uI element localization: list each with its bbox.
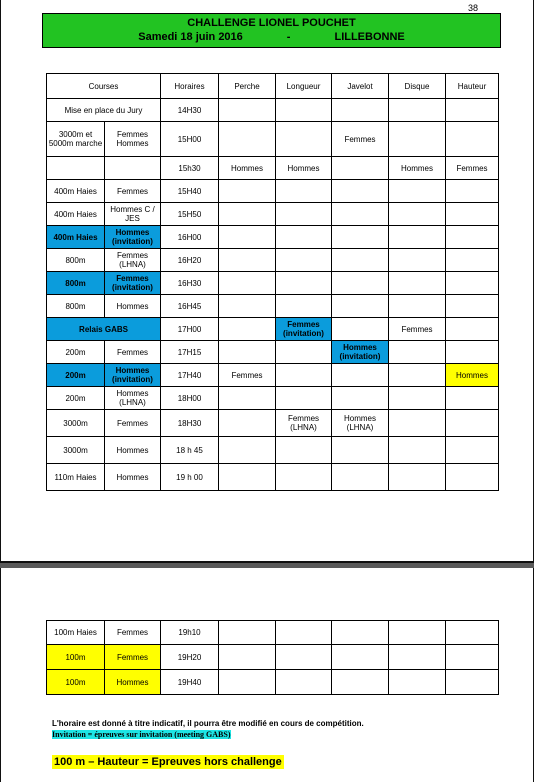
table-cell-longueur: Femmes (LHNA) (275, 410, 331, 437)
table-cell-time: 14H30 (160, 99, 218, 122)
table-cell-course: 3000m (46, 437, 104, 464)
table-cell-time: 19 h 00 (160, 464, 218, 491)
col-header-javelot: Javelot (331, 73, 388, 99)
table-cell-category: Femmes (104, 341, 160, 364)
table-cell-disque (388, 464, 445, 491)
table-cell-javelot (331, 645, 388, 670)
table-cell-category: Femmes (104, 180, 160, 203)
table-cell-perche (218, 203, 275, 226)
table-cell-perche (218, 410, 275, 437)
table-cell-disque (388, 226, 445, 249)
table-cell-hauteur (445, 464, 499, 491)
table-cell-course: 3000m (46, 410, 104, 437)
table-cell-longueur (275, 249, 331, 272)
table-cell-course: 400m Haies (46, 226, 104, 249)
table-cell-disque (388, 364, 445, 387)
table-cell-hauteur (445, 272, 499, 295)
table-cell-javelot (331, 272, 388, 295)
table-cell-longueur (275, 122, 331, 157)
table-cell-time: 15H40 (160, 180, 218, 203)
disclaimer-note: L'horaire est donné à titre indicatif, il pourra être modifié en cours de compétition. (52, 719, 364, 728)
table-cell-javelot: Hommes (invitation) (331, 341, 388, 364)
table-cell-course: 800m (46, 249, 104, 272)
table-cell-disque: Hommes (388, 157, 445, 180)
table-cell-longueur (275, 272, 331, 295)
table-cell-hauteur (445, 437, 499, 464)
table-cell-perche (218, 249, 275, 272)
table-cell-disque (388, 620, 445, 645)
table-cell-category: Femmes (104, 620, 160, 645)
table-cell-course: Mise en place du Jury (46, 99, 160, 122)
table-cell-disque (388, 341, 445, 364)
col-header-perche: Perche (218, 73, 275, 99)
table-cell-javelot (331, 387, 388, 410)
table-cell-perche (218, 318, 275, 341)
table-cell-course: 100m (46, 670, 104, 695)
table-cell-time: 15H50 (160, 203, 218, 226)
table-cell-perche: Femmes (218, 364, 275, 387)
table-cell-category: Hommes (104, 295, 160, 318)
table-cell-category: Femmes (104, 645, 160, 670)
table-cell-longueur (275, 203, 331, 226)
table-cell-longueur (275, 364, 331, 387)
table-cell-perche (218, 341, 275, 364)
table-cell-course: 3000m et 5000m marche (46, 122, 104, 157)
table-cell-category: Hommes (LHNA) (104, 387, 160, 410)
table-cell-course: 800m (46, 272, 104, 295)
table-cell-disque (388, 180, 445, 203)
table-cell-perche (218, 437, 275, 464)
table-cell-disque (388, 272, 445, 295)
table-cell-longueur (275, 620, 331, 645)
table-cell-category: Hommes C / JES (104, 203, 160, 226)
table-cell-category: Femmes (LHNA) (104, 249, 160, 272)
table-cell-disque (388, 295, 445, 318)
table-cell-time: 19h10 (160, 620, 218, 645)
table-cell-time: 16H30 (160, 272, 218, 295)
table-cell-longueur (275, 341, 331, 364)
table-cell-disque (388, 122, 445, 157)
table-cell-javelot (331, 670, 388, 695)
table-cell-javelot (331, 203, 388, 226)
table-cell-perche (218, 226, 275, 249)
table-cell-course: 100m (46, 645, 104, 670)
table-cell-longueur (275, 645, 331, 670)
table-cell-hauteur (445, 180, 499, 203)
table-cell-disque (388, 99, 445, 122)
table-cell-time: 19H20 (160, 645, 218, 670)
page-title: CHALLENGE LIONEL POUCHET (187, 17, 356, 29)
table-cell-time: 15H00 (160, 122, 218, 157)
table-cell-hauteur (445, 645, 499, 670)
table-cell-perche (218, 620, 275, 645)
table-cell-javelot (331, 249, 388, 272)
table-cell-hauteur (445, 620, 499, 645)
table-cell-longueur (275, 670, 331, 695)
table-cell-time: 16H00 (160, 226, 218, 249)
table-cell-time: 15h30 (160, 157, 218, 180)
table-cell-disque (388, 645, 445, 670)
table-cell-course (46, 157, 104, 180)
col-header-horaires: Horaires (160, 73, 218, 99)
table-cell-course: 200m (46, 364, 104, 387)
table-cell-category: Hommes (invitation) (104, 364, 160, 387)
table-cell-hauteur: Hommes (445, 364, 499, 387)
table-cell-perche (218, 295, 275, 318)
table-cell-time: 16H45 (160, 295, 218, 318)
table-cell-longueur (275, 464, 331, 491)
table-cell-longueur (275, 387, 331, 410)
table-cell-hauteur (445, 318, 499, 341)
table-cell-javelot: Hommes (LHNA) (331, 410, 388, 437)
table-cell-perche (218, 464, 275, 491)
table-cell-disque (388, 437, 445, 464)
event-location: LILLEBONNE (334, 31, 405, 43)
table-cell-javelot (331, 437, 388, 464)
hors-challenge-note: 100 m – Hauteur = Epreuves hors challenge (54, 756, 282, 768)
table-cell-perche (218, 670, 275, 695)
table-cell-perche (218, 122, 275, 157)
table-cell-perche (218, 180, 275, 203)
table-cell-course: 200m (46, 341, 104, 364)
event-date: Samedi 18 juin 2016 (138, 31, 243, 43)
table-cell-longueur: Femmes (invitation) (275, 318, 331, 341)
table-cell-javelot (331, 99, 388, 122)
table-cell-disque (388, 249, 445, 272)
table-cell-time: 17H00 (160, 318, 218, 341)
table-cell-javelot (331, 620, 388, 645)
table-cell-disque (388, 410, 445, 437)
table-cell-longueur (275, 437, 331, 464)
table-cell-hauteur (445, 410, 499, 437)
table-cell-javelot (331, 157, 388, 180)
table-cell-hauteur (445, 387, 499, 410)
table-cell-time: 16H20 (160, 249, 218, 272)
table-cell-hauteur (445, 99, 499, 122)
table-cell-javelot (331, 364, 388, 387)
title-banner (42, 13, 501, 48)
table-cell-time: 18H00 (160, 387, 218, 410)
table-cell-disque (388, 203, 445, 226)
table-cell-category: Hommes (104, 437, 160, 464)
table-cell-perche (218, 99, 275, 122)
table-cell-course: 400m Haies (46, 180, 104, 203)
table-cell-course: 110m Haies (46, 464, 104, 491)
table-cell-time: 19H40 (160, 670, 218, 695)
table-cell-time: 18 h 45 (160, 437, 218, 464)
table-cell-perche (218, 272, 275, 295)
table-cell-course: 200m (46, 387, 104, 410)
table-cell-longueur: Hommes (275, 157, 331, 180)
table-cell-longueur (275, 180, 331, 203)
col-header-longueur: Longueur (275, 73, 331, 99)
table-cell-disque (388, 387, 445, 410)
table-cell-hauteur: Femmes (445, 157, 499, 180)
table-cell-category: Femmes (invitation) (104, 272, 160, 295)
table-cell-javelot (331, 464, 388, 491)
page-number: 38 (468, 3, 479, 13)
invitation-note: Invitation = épreuves sur invitation (meeting GABS) (52, 730, 231, 739)
table-cell-course: 800m (46, 295, 104, 318)
table-cell-javelot (331, 318, 388, 341)
table-cell-hauteur (445, 226, 499, 249)
table-cell-javelot (331, 295, 388, 318)
table-cell-course: Relais GABS (46, 318, 160, 341)
table-cell-category: Femmes (104, 410, 160, 437)
table-cell-category (104, 157, 160, 180)
table-cell-category: Hommes (104, 670, 160, 695)
table-cell-time: 18H30 (160, 410, 218, 437)
table-cell-hauteur (445, 122, 499, 157)
table-cell-longueur (275, 99, 331, 122)
table-cell-category: Hommes (invitation) (104, 226, 160, 249)
table-cell-disque (388, 670, 445, 695)
table-cell-time: 17H15 (160, 341, 218, 364)
table-cell-category: Femmes Hommes (104, 122, 160, 157)
table-cell-longueur (275, 295, 331, 318)
table-cell-perche (218, 387, 275, 410)
table-cell-hauteur (445, 670, 499, 695)
table-cell-javelot (331, 180, 388, 203)
title-separator: - (286, 31, 291, 43)
table-cell-disque: Femmes (388, 318, 445, 341)
table-cell-javelot: Femmes (331, 122, 388, 157)
table-cell-javelot (331, 226, 388, 249)
table-cell-longueur (275, 226, 331, 249)
table-cell-perche (218, 645, 275, 670)
table-cell-time: 17H40 (160, 364, 218, 387)
col-header-disque: Disque (388, 73, 445, 99)
table-cell-hauteur (445, 295, 499, 318)
col-header-hauteur: Hauteur (445, 73, 499, 99)
table-cell-hauteur (445, 203, 499, 226)
table-cell-course: 100m Haies (46, 620, 104, 645)
table-cell-hauteur (445, 341, 499, 364)
table-cell-course: 400m Haies (46, 203, 104, 226)
table-cell-perche: Hommes (218, 157, 275, 180)
table-cell-category: Hommes (104, 464, 160, 491)
col-header-courses: Courses (46, 73, 160, 99)
table-cell-hauteur (445, 249, 499, 272)
